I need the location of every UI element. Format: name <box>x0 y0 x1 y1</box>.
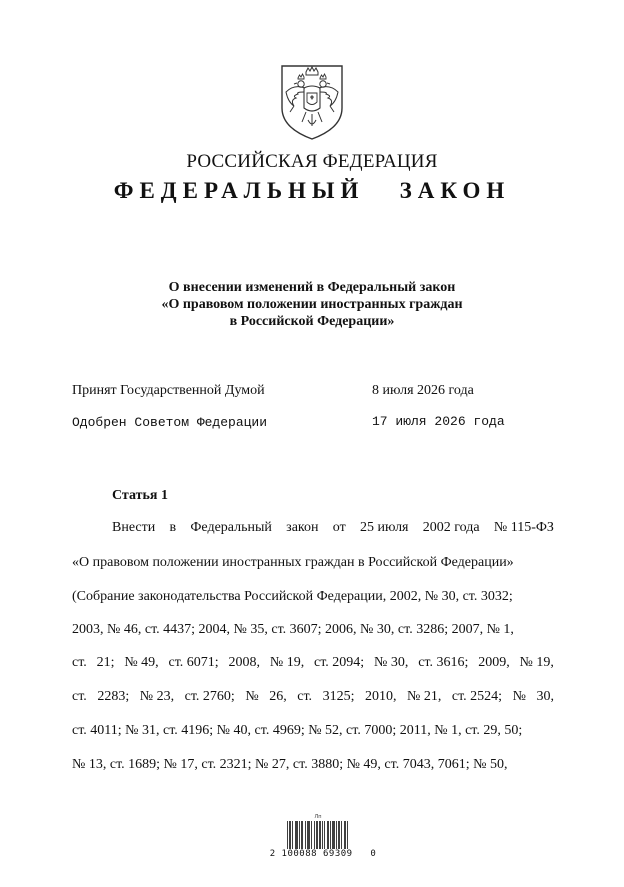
article-text: № 21, <box>407 689 442 704</box>
barcode-bar <box>333 821 334 849</box>
barcode-bar <box>347 821 348 849</box>
barcode-bar <box>287 821 288 849</box>
barcode-bar <box>297 821 298 849</box>
barcode-bar <box>296 821 297 849</box>
article-text: ст. <box>72 655 87 670</box>
article-text: (Собрание законодательства Российской Федерации, 2002, № 30, ст. 3032; <box>72 589 513 604</box>
article-text: Федеральный <box>190 520 272 535</box>
barcode-bar <box>319 821 320 849</box>
article-text: 3125; <box>322 689 355 704</box>
svg-text:Лп: Лп <box>314 814 322 820</box>
article-text: 2009, <box>478 655 510 670</box>
barcode-bar <box>327 821 328 849</box>
law-title-line-2: «О правовом положении иностранных граждан <box>161 297 463 312</box>
article-text: Внести <box>112 520 156 535</box>
article-body-line <box>72 689 554 705</box>
barcode-bar <box>316 821 317 849</box>
article-text: закон <box>286 520 319 535</box>
article-text: 21; <box>96 655 115 670</box>
barcode-bar <box>344 821 345 849</box>
article-text: 2003, № 46, ст. 4437; 2004, № 35, ст. 3607; 2006, № 30, ст. 3286; 2007, № 1, <box>72 622 514 637</box>
law-title-line-1: О внесении изменений в Федеральный закон <box>168 280 456 295</box>
barcode-bar <box>334 821 335 849</box>
article-body-line <box>72 757 554 773</box>
barcode-bar <box>302 821 303 849</box>
duma-adoption-label: Принят Государственной Думой <box>72 383 265 398</box>
article-text: № 19, <box>519 655 554 670</box>
country-name: РОССИЙСКАЯ ФЕДЕРАЦИЯ <box>186 151 438 172</box>
barcode-bar <box>324 821 325 849</box>
barcode-bar <box>320 821 321 849</box>
article-text: № 49, <box>124 655 159 670</box>
barcode-bar <box>309 821 310 849</box>
barcode-bar <box>295 821 296 849</box>
article-text: ст. 2094; <box>314 655 365 670</box>
article-heading: Статья 1 <box>112 488 168 503</box>
article-text: 30, <box>536 689 554 704</box>
barcode-bar <box>317 821 318 849</box>
article-text: ст. <box>72 689 87 704</box>
article-text: 25 июля <box>359 520 409 535</box>
barcode-bar <box>345 821 346 849</box>
article-body-line <box>112 520 554 536</box>
barcode-bar <box>328 821 329 849</box>
barcode-bar <box>322 821 323 849</box>
article-text: ст. 2760; <box>184 689 235 704</box>
article-body-line <box>72 589 554 605</box>
article-text: «О правовом положении иностранных граждан в Российской Федерации» <box>72 555 514 570</box>
council-approval-date: 17 июля 2026 года <box>372 414 505 429</box>
barcode <box>287 813 349 853</box>
barcode-bar <box>305 821 306 849</box>
barcode-bar <box>290 821 291 849</box>
council-approval-label: Одобрен Советом Федерации <box>72 415 268 430</box>
article-text: № <box>512 689 526 704</box>
barcode-bar <box>338 821 339 849</box>
article-text: № 19, <box>269 655 305 670</box>
article-text: ст. <box>297 689 313 704</box>
barcode-bar <box>299 821 300 849</box>
barcode-bar <box>301 821 302 849</box>
article-text: ст. 3616; <box>418 655 469 670</box>
article-text: 26, <box>269 689 287 704</box>
barcode-bar <box>332 821 333 849</box>
article-text: 2283; <box>97 689 130 704</box>
document-type: ФЕДЕРАЛЬНЫЙ ЗАКОН <box>113 178 511 203</box>
article-text: ст. 4011; № 31, ст. 4196; № 40, ст. 4969; № 52, ст. 7000; 2011, № 1, ст. 29, 50; <box>72 723 523 738</box>
barcode-bar <box>330 821 331 849</box>
article-body-line <box>72 655 554 671</box>
article-body-line <box>72 555 554 571</box>
barcode-bar <box>307 821 308 849</box>
duma-adoption-date: 8 июля 2026 года <box>372 383 474 398</box>
law-title-line-3: в Российской Федерации» <box>229 314 395 329</box>
article-text: 2008, <box>228 655 261 670</box>
barcode-number: 2 100088 69309 0 <box>269 849 377 859</box>
barcode-bar <box>314 821 315 849</box>
barcode-bar <box>308 821 309 849</box>
article-text: № 30, <box>374 655 409 670</box>
barcode-bar <box>339 821 340 849</box>
barcode-bar <box>292 821 293 849</box>
barcode-bar <box>336 821 337 849</box>
barcode-bar <box>341 821 342 849</box>
article-text: 2002 года <box>422 520 480 535</box>
article-text: в <box>169 520 177 535</box>
article-text: ст. 2524; <box>451 689 503 704</box>
article-text: № 13, ст. 1689; № 17, ст. 2321; № 27, ст. 3880; № 49, ст. 7043, 7061; № 50, <box>72 757 508 772</box>
barcode-bar <box>289 821 290 849</box>
article-text: № <box>245 689 259 704</box>
article-text: № 23, <box>139 689 175 704</box>
article-text: ст. 6071; <box>168 655 219 670</box>
article-text: № 115-ФЗ <box>493 520 554 535</box>
article-text: от <box>332 520 346 535</box>
article-body-line <box>72 723 554 739</box>
article-body-line <box>72 622 554 638</box>
article-text: 2010, <box>364 689 397 704</box>
barcode-bar <box>311 821 312 849</box>
coat-of-arms-icon <box>276 62 348 142</box>
